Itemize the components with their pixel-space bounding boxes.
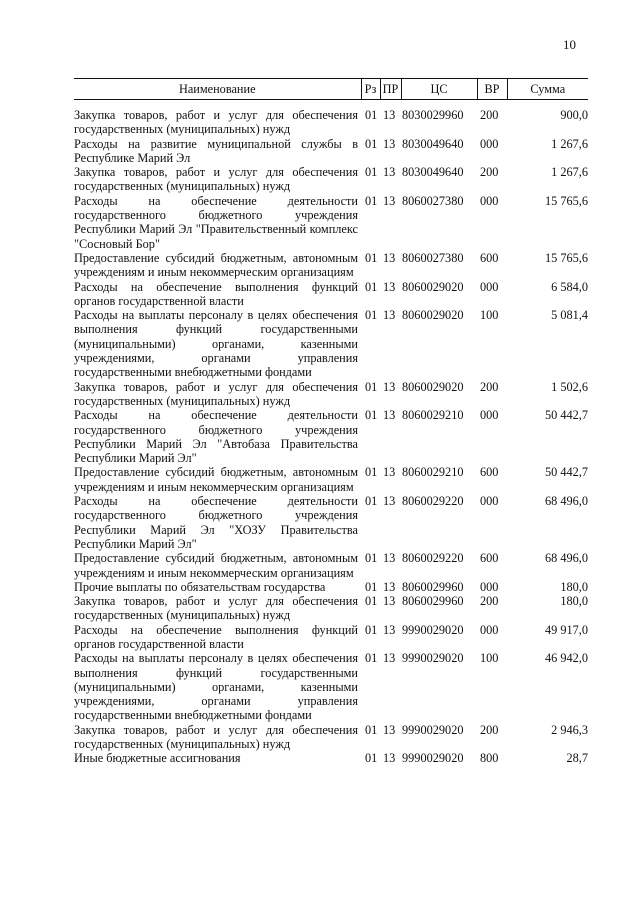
cell-vr: 600: [480, 250, 499, 265]
cell-name: Расходы на обеспечение деятельности государственного бюджетного учреждения Республики Марий Эл "Правительственный комплекс "Сосновый Бор": [74, 193, 358, 251]
header-name: Наименование: [74, 79, 361, 100]
table-row: [74, 723, 588, 752]
cell-sum: 50 442,7: [544, 408, 588, 423]
cell-pr: 13: [383, 408, 396, 423]
table-row: [74, 751, 588, 765]
table-header-row: [74, 79, 588, 100]
cell-pr: 13: [383, 136, 396, 151]
table-row: [74, 380, 588, 409]
cell-pr: 13: [383, 165, 396, 180]
table-row: [74, 623, 588, 652]
cell-sum: 1 267,6: [551, 136, 588, 151]
cell-sum: 5 081,4: [551, 308, 588, 323]
cell-rz: 01: [365, 279, 378, 294]
cell-cs: 8060029220: [402, 551, 464, 566]
table-row: [74, 108, 588, 137]
header-cs: ЦС: [401, 79, 477, 100]
cell-pr: 13: [383, 193, 396, 208]
cell-pr: 13: [383, 622, 396, 637]
cell-sum: 49 917,0: [544, 622, 588, 637]
cell-name: Расходы на обеспечение деятельности государственного бюджетного учреждения Республики Марий Эл "ХОЗУ Правительства Республики Марий Эл": [74, 494, 358, 551]
cell-sum: 68 496,0: [544, 551, 588, 566]
cell-sum: 1 502,6: [551, 379, 588, 394]
cell-sum: 180,0: [560, 594, 588, 609]
cell-rz: 01: [365, 165, 378, 180]
header-spacer: [74, 100, 588, 109]
cell-vr: 000: [480, 279, 499, 294]
budget-table: [74, 78, 588, 766]
cell-vr: 000: [480, 408, 499, 423]
cell-vr: 000: [480, 579, 499, 594]
cell-cs: 8060029210: [402, 465, 464, 480]
table-row: [74, 194, 588, 251]
cell-cs: 8030049640: [402, 136, 464, 151]
cell-vr: 200: [480, 722, 499, 737]
cell-pr: 13: [383, 494, 396, 509]
cell-sum: 46 942,0: [544, 651, 588, 666]
table-row: [74, 137, 588, 166]
cell-vr: 200: [480, 379, 499, 394]
cell-cs: 9990029020: [402, 722, 464, 737]
table-row: [74, 165, 588, 194]
table-row: [74, 408, 588, 465]
cell-vr: 000: [480, 494, 499, 509]
cell-cs: 8060029960: [402, 579, 464, 594]
table-row: [74, 465, 588, 494]
cell-name: Расходы на выплаты персоналу в целях обеспечения выполнения функций государственными (муниципальными) органами, казенными учреждениями, органами управления государственными внебюджетными фондами: [74, 651, 358, 723]
cell-cs: 9990029020: [402, 622, 464, 637]
cell-sum: 68 496,0: [544, 494, 588, 509]
cell-cs: 8060027380: [402, 250, 464, 265]
table-row: [74, 251, 588, 280]
cell-vr: 200: [480, 165, 499, 180]
cell-rz: 01: [365, 308, 378, 323]
cell-rz: 01: [365, 579, 378, 594]
cell-cs: 8060027380: [402, 193, 464, 208]
cell-name: Прочие выплаты по обязательствам государства: [74, 579, 326, 594]
cell-name: Расходы на выплаты персоналу в целях обеспечения выполнения функций государственными (муниципальными) органами, казенными учреждениями, органами управления государственными внебюджетными фондами: [74, 308, 358, 380]
cell-pr: 13: [383, 551, 396, 566]
cell-cs: 8060029020: [402, 308, 464, 323]
cell-cs: 8060029960: [402, 594, 464, 609]
cell-pr: 13: [383, 250, 396, 265]
cell-cs: 9990029020: [402, 651, 464, 666]
cell-vr: 200: [480, 594, 499, 609]
cell-vr: 100: [480, 308, 499, 323]
cell-vr: 800: [480, 751, 499, 766]
cell-name: Расходы на обеспечение выполнения функций органов государственной власти: [74, 622, 358, 651]
cell-vr: 100: [480, 651, 499, 666]
cell-rz: 01: [365, 722, 378, 737]
cell-cs: 9990029020: [402, 751, 464, 766]
cell-name: Расходы на развитие муниципальной службы в Республике Марий Эл: [74, 136, 358, 165]
cell-sum: 1 267,6: [551, 165, 588, 180]
cell-sum: 15 765,6: [544, 250, 588, 265]
cell-name: Закупка товаров, работ и услуг для обеспечения государственных (муниципальных) нужд: [74, 722, 358, 752]
cell-name: Закупка товаров, работ и услуг для обеспечения государственных (муниципальных) нужд: [74, 165, 358, 194]
cell-name: Предоставление субсидий бюджетным, автономным учреждениям и иным некоммерческим организациям: [74, 465, 358, 494]
cell-rz: 01: [365, 193, 378, 208]
cell-name: Закупка товаров, работ и услуг для обеспечения государственных (муниципальных) нужд: [74, 108, 358, 137]
cell-sum: 900,0: [560, 108, 588, 122]
cell-pr: 13: [383, 308, 396, 323]
cell-pr: 13: [383, 465, 396, 480]
cell-sum: 2 946,3: [551, 722, 588, 737]
cell-vr: 000: [480, 622, 499, 637]
cell-rz: 01: [365, 551, 378, 566]
cell-vr: 000: [480, 136, 499, 151]
cell-rz: 01: [365, 136, 378, 151]
cell-cs: 8060029020: [402, 379, 464, 394]
cell-sum: 180,0: [560, 579, 588, 594]
cell-rz: 01: [365, 651, 378, 666]
cell-vr: 600: [480, 465, 499, 480]
cell-rz: 01: [365, 494, 378, 509]
cell-rz: 01: [365, 594, 378, 609]
cell-name: Закупка товаров, работ и услуг для обеспечения государственных (муниципальных) нужд: [74, 594, 358, 623]
cell-pr: 13: [383, 722, 396, 737]
table-row: [74, 280, 588, 309]
cell-cs: 8030029960: [402, 108, 464, 122]
header-vr: ВР: [477, 79, 507, 100]
table-row: [74, 551, 588, 580]
cell-cs: 8060029220: [402, 494, 464, 509]
table-row: [74, 651, 588, 722]
cell-rz: 01: [365, 751, 378, 766]
cell-pr: 13: [383, 108, 396, 122]
cell-pr: 13: [383, 651, 396, 666]
cell-sum: 50 442,7: [544, 465, 588, 480]
cell-name: Иные бюджетные ассигнования: [74, 751, 241, 766]
cell-vr: 200: [480, 108, 499, 122]
header-sum: Сумма: [507, 79, 588, 100]
cell-name: Расходы на обеспечение выполнения функций органов государственной власти: [74, 279, 358, 308]
cell-name: Предоставление субсидий бюджетным, автономным учреждениям и иным некоммерческим организациям: [74, 250, 358, 280]
cell-name: Предоставление субсидий бюджетным, автономным учреждениям и иным некоммерческим организациям: [74, 551, 358, 580]
header-pr: ПР: [380, 79, 401, 100]
table-body: [74, 100, 588, 766]
cell-cs: 8030049640: [402, 165, 464, 180]
cell-sum: 6 584,0: [551, 279, 588, 294]
cell-rz: 01: [365, 622, 378, 637]
page-number: 10: [563, 37, 576, 52]
cell-pr: 13: [383, 751, 396, 766]
cell-pr: 13: [383, 594, 396, 609]
cell-name: Закупка товаров, работ и услуг для обеспечения государственных (муниципальных) нужд: [74, 379, 358, 408]
cell-name: Расходы на обеспечение деятельности государственного бюджетного учреждения Республики Марий Эл "Автобаза Правительства Республики Марий Эл": [74, 408, 358, 466]
table-row: [74, 308, 588, 379]
cell-rz: 01: [365, 408, 378, 423]
cell-vr: 000: [480, 193, 499, 208]
cell-pr: 13: [383, 579, 396, 594]
table-row: [74, 594, 588, 623]
cell-rz: 01: [365, 250, 378, 265]
cell-vr: 600: [480, 551, 499, 566]
table-row: [74, 494, 588, 551]
table-row: [74, 580, 588, 594]
cell-pr: 13: [383, 279, 396, 294]
cell-cs: 8060029020: [402, 279, 464, 294]
cell-rz: 01: [365, 108, 378, 122]
cell-pr: 13: [383, 379, 396, 394]
cell-cs: 8060029210: [402, 408, 464, 423]
cell-sum: 28,7: [566, 751, 588, 766]
header-rz: Рз: [361, 79, 380, 100]
cell-rz: 01: [365, 379, 378, 394]
cell-sum: 15 765,6: [544, 193, 588, 208]
cell-rz: 01: [365, 465, 378, 480]
